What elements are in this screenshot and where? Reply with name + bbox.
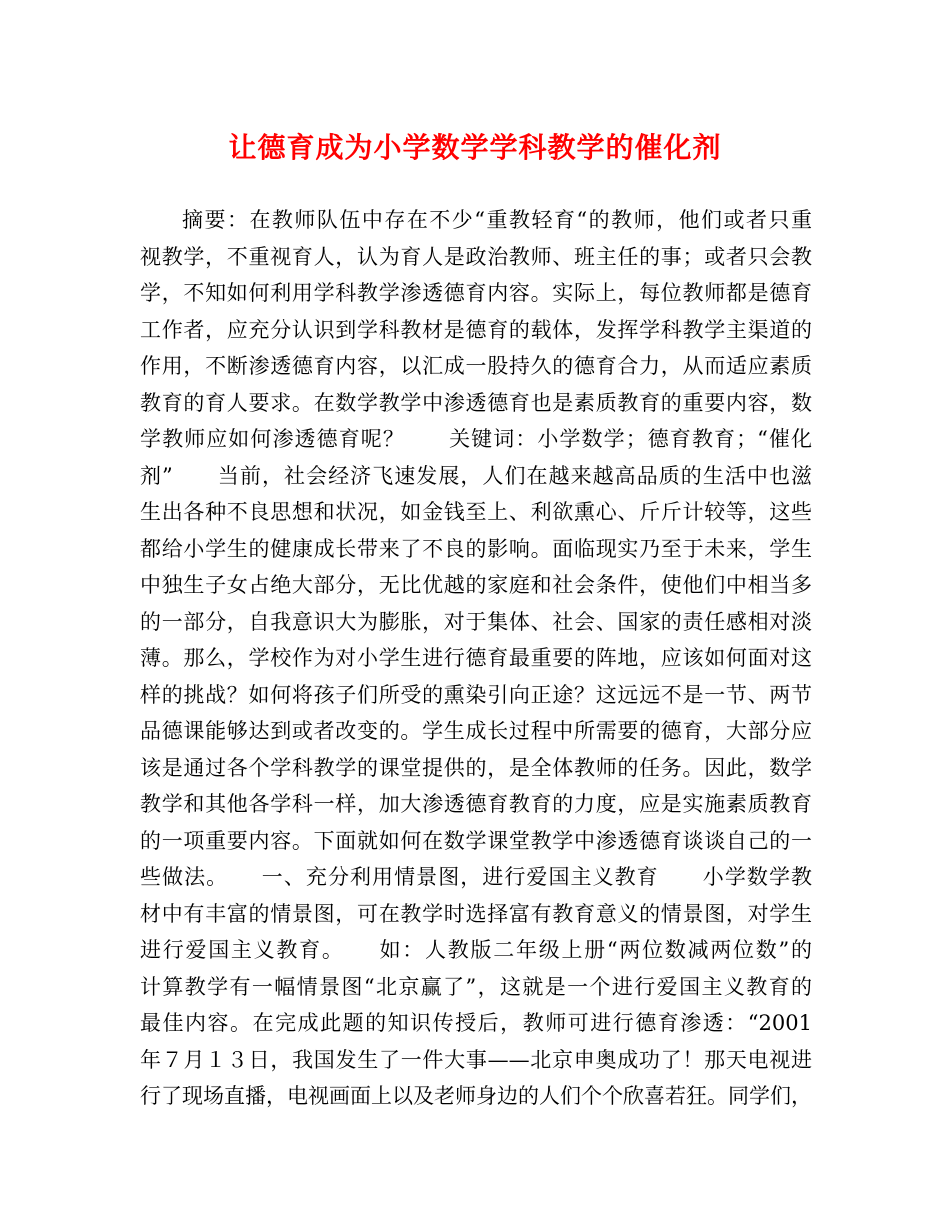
body-line: 年７月１３日，我国发生了一件大事——北京申奥成功了！那天电视进: [140, 1047, 812, 1072]
body-line: 材中有丰富的情景图，可在教学时选择富有教育意义的情景图，对学生: [140, 901, 812, 926]
body-line: 教育的育人要求。在数学教学中渗透德育也是素质教育的重要内容，数: [140, 390, 812, 415]
body-line: 最佳内容。在完成此题的知识传授后，教师可进行德育渗透：“2001: [140, 1011, 812, 1035]
body-line: 学教师应如何渗透德育呢？ 关键词：小学数学；德育教育；“催化: [140, 427, 812, 451]
body-line: 薄。那么，学校作为对小学生进行德育最重要的阵地，应该如何面对这: [140, 646, 812, 670]
body-line: 品德课能够达到或者改变的。学生成长过程中所需要的德育，大部分应: [140, 719, 812, 743]
body-line: 计算教学有一幅情景图“北京赢了”，这就是一个进行爱国主义教育的: [140, 974, 812, 999]
body-line: 剂” 当前，社会经济飞速发展，人们在越来越高品质的生活中也滋: [140, 463, 812, 488]
body-line: 的一部分，自我意识大为膨胀，对于集体、社会、国家的责任感相对淡: [140, 609, 812, 634]
body-line: 作用，不断渗透德育内容，以汇成一股持久的德育合力，从而适应素质: [140, 354, 812, 378]
body-line: 视教学，不重视育人，认为育人是政治教师、班主任的事；或者只会教: [140, 244, 812, 269]
body-line: 进行爱国主义教育。 如：人教版二年级上册“两位数减两位数”的: [140, 938, 812, 962]
body-line: 些做法。 一、充分利用情景图，进行爱国主义教育 小学数学教: [140, 865, 812, 889]
body-line: 该是通过各个学科教学的课堂提供的，是全体教师的任务。因此，数学: [140, 755, 812, 780]
body-line: 的一项重要内容。下面就如何在数学课堂教学中渗透德育谈谈自己的一: [140, 828, 812, 853]
body-line: 摘要：在教师队伍中存在不少“重教轻育“的教师，他们或者只重: [182, 208, 812, 232]
body-line: 中独生子女占绝大部分，无比优越的家庭和社会条件，使他们中相当多: [140, 573, 812, 597]
body-line: 生出各种不良思想和状况，如金钱至上、利欲熏心、斤斤计较等，这些: [140, 500, 812, 524]
body-line: 学，不知如何利用学科教学渗透德育内容。实际上，每位教师都是德育: [140, 281, 812, 305]
body-line: 工作者，应充分认识到学科教材是德育的载体，发挥学科教学主渠道的: [140, 317, 812, 342]
body-line: 样的挑战？如何将孩子们所受的熏染引向正途？这远远不是一节、两节: [140, 682, 812, 707]
body-line: 行了现场直播，电视画面上以及老师身边的人们个个欣喜若狂。同学们，: [140, 1084, 812, 1108]
body-line: 都给小学生的健康成长带来了不良的影响。面临现实乃至于未来，学生: [140, 536, 812, 561]
body-line: 教学和其他各学科一样，加大渗透德育教育的力度，应是实施素质教育: [140, 792, 812, 816]
document-title: 让德育成为小学数学学科教学的催化剂: [228, 131, 722, 164]
